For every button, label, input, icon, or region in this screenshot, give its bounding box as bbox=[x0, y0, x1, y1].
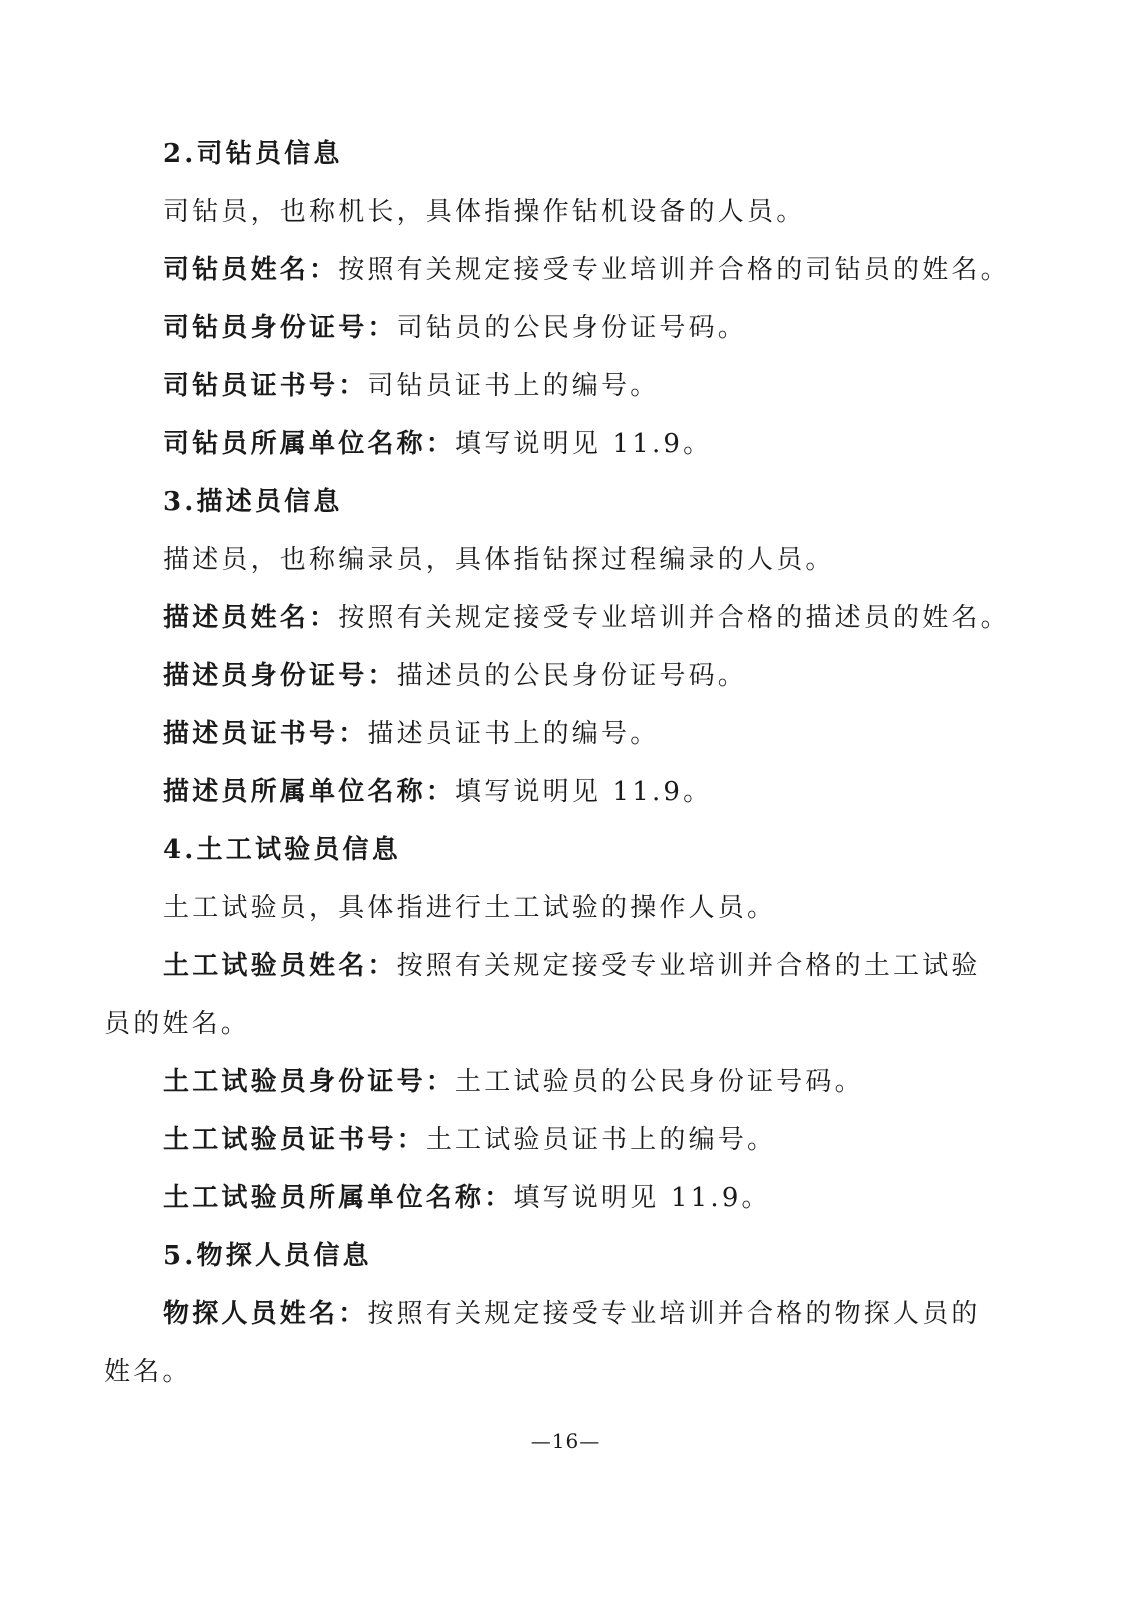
field-definition bbox=[163, 310, 1023, 346]
field-term: 司钻员身份证号： bbox=[163, 313, 397, 343]
field-description: 按照有关规定接受专业培训并合格的司钻员的姓名。 bbox=[338, 255, 1010, 285]
field-term: 描述员所属单位名称： bbox=[163, 777, 456, 807]
field-description: 司钻员的公民身份证号码。 bbox=[396, 313, 748, 343]
field-definition bbox=[163, 1296, 1023, 1332]
field-term: 描述员身份证号： bbox=[163, 661, 397, 691]
field-description: 填写说明见 11.9。 bbox=[455, 429, 713, 459]
field-term: 司钻员所属单位名称： bbox=[163, 429, 456, 459]
field-description: 填写说明见 11.9。 bbox=[455, 777, 713, 807]
field-description-continued: 姓名。 bbox=[104, 1357, 192, 1387]
field-term: 土工试验员身份证号： bbox=[163, 1067, 456, 1097]
field-description: 司钻员证书上的编号。 bbox=[367, 371, 660, 401]
field-term: 土工试验员证书号： bbox=[163, 1125, 426, 1155]
paragraph: 司钻员，也称机长，具体指操作钻机设备的人员。 bbox=[163, 197, 806, 227]
field-definition bbox=[163, 1064, 1023, 1100]
field-definition bbox=[163, 600, 1023, 636]
field-term: 描述员证书号： bbox=[163, 719, 368, 749]
field-description: 填写说明见 11.9。 bbox=[513, 1183, 771, 1213]
field-term: 土工试验员姓名： bbox=[163, 951, 397, 981]
field-definition bbox=[163, 368, 1023, 404]
page-number: —16— bbox=[530, 1429, 601, 1453]
field-definition bbox=[163, 658, 1023, 694]
field-description: 土工试验员的公民身份证号码。 bbox=[455, 1067, 864, 1097]
field-definition bbox=[163, 716, 1023, 752]
section-heading: 5.物探人员信息 bbox=[163, 1241, 372, 1271]
section-heading: 2.司钻员信息 bbox=[163, 139, 343, 169]
field-definition bbox=[163, 774, 1023, 810]
field-description: 按照有关规定接受专业培训并合格的土工试验 bbox=[396, 951, 981, 981]
field-description-continued: 员的姓名。 bbox=[104, 1009, 251, 1039]
field-description: 按照有关规定接受专业培训并合格的物探人员的 bbox=[367, 1299, 981, 1329]
field-description: 描述员证书上的编号。 bbox=[367, 719, 660, 749]
field-definition bbox=[163, 1122, 1023, 1158]
field-term: 土工试验员所属单位名称： bbox=[163, 1183, 514, 1213]
field-term: 物探人员姓名： bbox=[163, 1299, 368, 1329]
section-heading: 3.描述员信息 bbox=[163, 487, 343, 517]
section-heading: 4.土工试验员信息 bbox=[163, 835, 401, 865]
field-definition bbox=[163, 1180, 1023, 1216]
field-definition bbox=[163, 252, 1023, 288]
field-description: 按照有关规定接受专业培训并合格的描述员的姓名。 bbox=[338, 603, 1010, 633]
field-description: 土工试验员证书上的编号。 bbox=[425, 1125, 777, 1155]
field-description: 描述员的公民身份证号码。 bbox=[396, 661, 748, 691]
field-definition bbox=[163, 426, 1023, 462]
field-term: 司钻员姓名： bbox=[163, 255, 339, 285]
field-term: 描述员姓名： bbox=[163, 603, 339, 633]
field-definition bbox=[163, 948, 1023, 984]
field-term: 司钻员证书号： bbox=[163, 371, 368, 401]
paragraph: 土工试验员，具体指进行土工试验的操作人员。 bbox=[163, 893, 777, 923]
paragraph: 描述员，也称编录员，具体指钻探过程编录的人员。 bbox=[163, 545, 835, 575]
